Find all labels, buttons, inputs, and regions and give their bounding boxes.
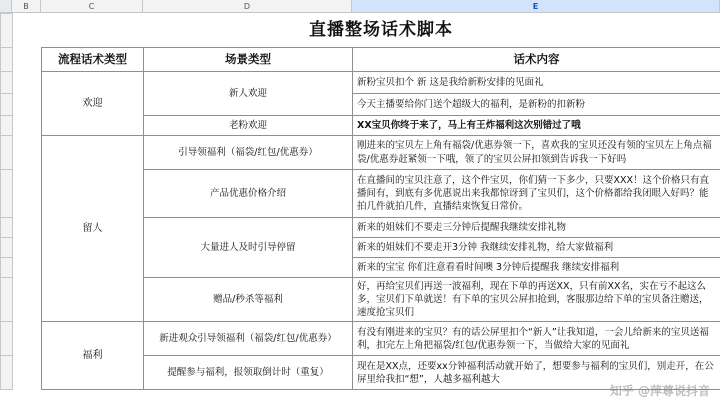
column-header-bar	[0, 0, 720, 13]
script-cell[interactable]: 在直播间的宝贝注意了，这个件宝贝，你们猜一下多少，只要XXX！这个价格只有直播间有，到底有多优惠说出来我都惊讶到了宝贝们，这个价格都给我闭眼入好吗？能拍几件就拍几件，直播结束恢复日常价。	[353, 170, 720, 218]
scene-cell[interactable]: 提醒参与福利，报领取倒计时（重复）	[144, 356, 353, 390]
title-row	[1, 14, 720, 48]
column-header-c[interactable]: C	[41, 0, 143, 12]
scene-cell[interactable]: 老粉欢迎	[144, 116, 353, 136]
script-cell[interactable]: 今天主播要给你门送个超级大的福利，是新粉的扣新粉	[353, 94, 720, 116]
script-cell[interactable]: 新粉宝贝扣个 新 这是我给新粉安排的见面礼	[353, 72, 720, 94]
scene-cell[interactable]: 大量进人及时引导停留	[144, 218, 353, 278]
column-header-d[interactable]: D	[143, 0, 352, 12]
category-cell[interactable]: 留人	[42, 136, 144, 322]
column-header-e[interactable]: E	[352, 0, 720, 12]
spreadsheet-grid	[0, 13, 720, 407]
table-row	[1, 136, 720, 170]
script-table	[0, 13, 720, 390]
watermark-text: 知乎 @萍尊说抖音	[610, 382, 710, 399]
scene-cell[interactable]: 引导领福利（福袋/红包/优惠券）	[144, 136, 353, 170]
table-row	[1, 72, 720, 94]
script-cell[interactable]: 刚进来的宝贝左上角有福袋/优惠券领一下，喜欢我的宝贝还没有领的宝贝左上角点福袋/优惠券赶紧领一下哦，领了的宝贝公屏扣领到告诉我一下好吗	[353, 136, 720, 170]
column-header-b[interactable]: B	[12, 0, 41, 12]
category-cell[interactable]: 福利	[42, 322, 144, 390]
header-content[interactable]: 话术内容	[353, 48, 720, 72]
table-row	[1, 322, 720, 356]
scene-cell[interactable]: 赠品/秒杀等福利	[144, 278, 353, 322]
scene-cell[interactable]: 产品优惠价格介绍	[144, 170, 353, 218]
row-number[interactable]	[1, 48, 13, 72]
script-cell[interactable]: 新来的姐妹们不要走三分钟后提醒我继续安排礼物	[353, 218, 720, 238]
select-all-corner[interactable]	[0, 0, 12, 12]
header-scene[interactable]: 场景类型	[144, 48, 353, 72]
sheet-title[interactable]: 直播整场话术脚本	[42, 14, 720, 48]
header-row	[1, 48, 720, 72]
script-cell[interactable]: 新来的姐妹们不要走开3分钟 我继续安排礼物，给大家做福利	[353, 238, 720, 258]
scene-cell[interactable]: 新进观众引导领福利（福袋/红包/优惠券）	[144, 322, 353, 356]
script-cell[interactable]: XX宝贝你终于来了，马上有王炸福利这次别错过了哦	[353, 116, 720, 136]
row-number[interactable]	[1, 14, 13, 48]
script-cell[interactable]: 新来的宝宝 你们注意看看时间噢 3分钟后提醒我 继续安排福利	[353, 258, 720, 278]
script-cell[interactable]: 好，再给宝贝们再送一波福利，现在下单的再送XX，只有前XX名，实在亏不起这么多，宝贝们下单就送！有下单的宝贝公屏扣抢到，客服那边给下单的宝贝备注赠送，速度抢宝贝们	[353, 278, 720, 322]
category-cell[interactable]: 欢迎	[42, 72, 144, 136]
scene-cell[interactable]: 新人欢迎	[144, 72, 353, 116]
header-type[interactable]: 流程话术类型	[42, 48, 144, 72]
script-cell[interactable]: 有没有刚进来的宝贝？有的话公屏里扣个“新人”让我知道，一会儿给新来的宝贝送福利，扣完左上角把福袋/红包/优惠券领一下，当做给大家的见面礼	[353, 322, 720, 356]
script-cell[interactable]: 现在是XX点，还要xx分钟福利活动就开始了，想要参与福利的宝贝们，别走开，在公屏里给我扣“想”，人越多福利越大	[353, 356, 720, 390]
